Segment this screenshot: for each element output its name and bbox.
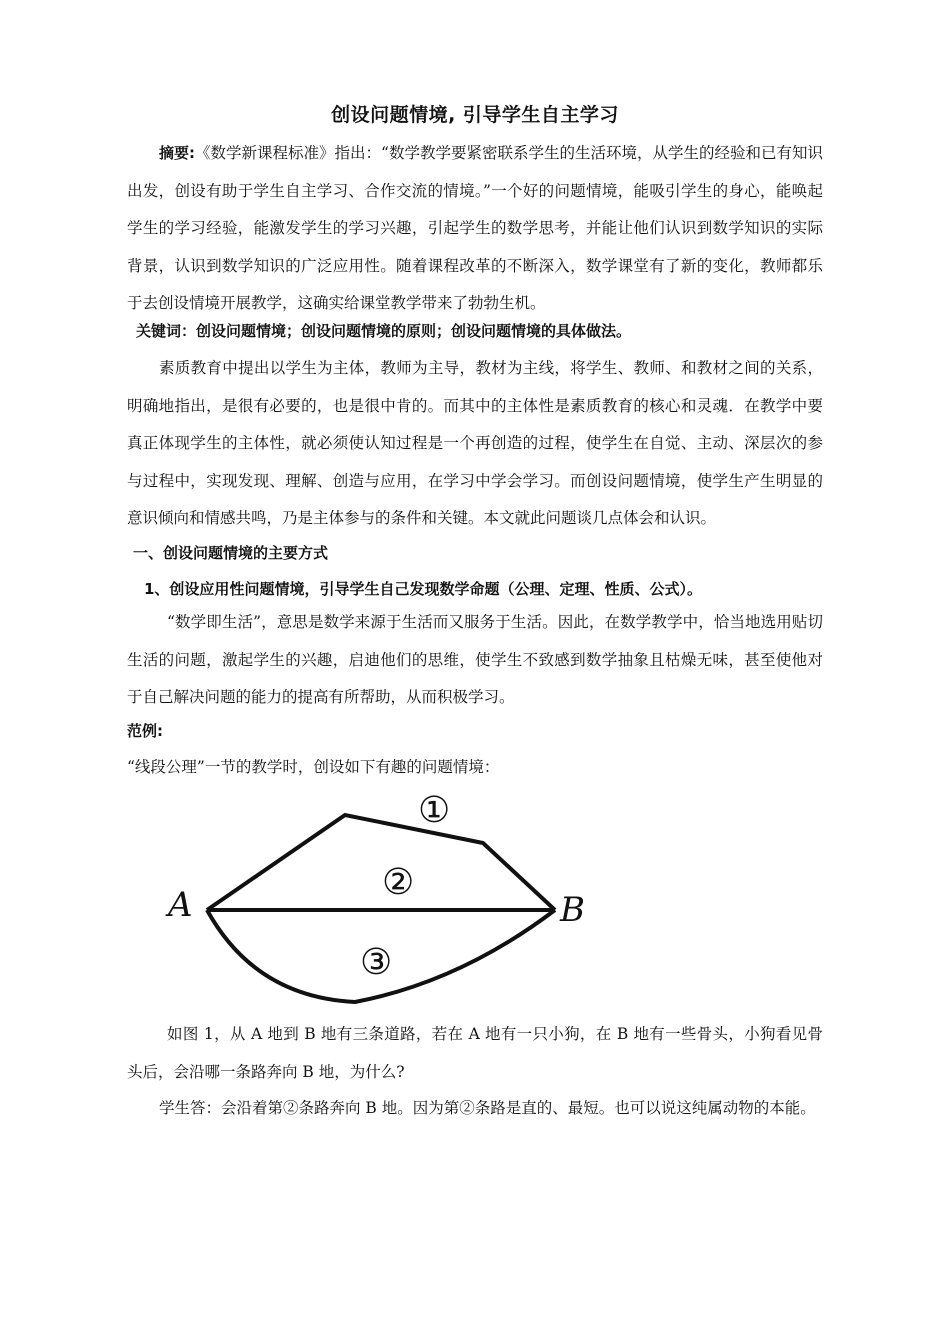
- answer-paragraph: 学生答：会沿着第②条路奔向 B 地。因为第②条路是直的、最短。也可以说这纯属动物的本能。: [159, 1099, 816, 1117]
- document-title: 创设问题情境, 引导学生自主学习: [331, 104, 619, 126]
- road-path-1: [207, 815, 555, 910]
- path1-label: ①: [418, 790, 451, 831]
- path2-label: ②: [382, 862, 415, 903]
- intro-paragraph: 素质教育中提出以学生为主体，教师为主导，教材为主线，将学生、教师、和教材之间的关系，明确地指出，是很有必要的，也是很中肯的。而其中的主体性是素质教育的核心和灵魂．在教学中要真正体现学生的主体性，就必须使认知过程是一个再创造的过程，使学生在自觉、主动、深层次的参与过程中，实现发现、理解、创造与应用，在学习中学会学习。而创设问题情境，使学生产生明显的意识倾向和情感共鸣，乃是主体参与的条件和关键。本文就此问题谈几点体会和认识。: [127, 359, 823, 527]
- section-heading: 一、创设问题情境的主要方式: [133, 544, 329, 562]
- abstract-label: 摘要:: [159, 144, 196, 162]
- abstract-text: 《数学新课程标准》指出：“数学教学要紧密联系学生的生活环境，从学生的经验和已有知识出发，创设有助于学生自主学习、合作交流的情境。”一个好的问题情境，能吸引学生的身心，能唤起学生的学习经验，能激发学生的学习兴趣，引起学生的数学思考，并能让他们认识到数学知识的实际背景，认识到数学知识的广泛应用性。随着课程改革的不断深入，数学课堂有了新的变化，教师都乐于去创设情境开展教学，这确实给课堂教学带来了勃勃生机。: [127, 144, 824, 312]
- point-a-label: A: [168, 885, 193, 925]
- point-b-label: B: [560, 890, 585, 930]
- example-label: 范例:: [127, 722, 163, 740]
- subsection-paragraph: “数学即生活”，意思是数学来源于生活而又服务于生活。因此，在数学教学中，恰当地选用贴切生活的问题，激起学生的兴趣，启迪他们的思维，使学生不致感到数学抽象且枯燥无味，甚至使他对于自己解决问题的能力的提高有所帮助，从而积极学习。: [127, 613, 823, 706]
- keywords-line: 关键词：创设问题情境；创设问题情境的原则；创设问题情境的具体做法。: [136, 322, 632, 340]
- example-intro: “线段公理”一节的教学时，创设如下有趣的问题情境：: [127, 758, 500, 776]
- question-paragraph: 如图 1，从 A 地到 B 地有三条道路，若在 A 地有一只小狗，在 B 地有一些骨头，小狗看见骨头后，会沿哪一条路奔向 B 地，为什么?: [127, 1025, 823, 1081]
- path3-label: ③: [360, 942, 393, 983]
- abstract-paragraph: [127, 135, 823, 323]
- road-diagram: [160, 782, 610, 1008]
- subsection-heading: 1、创设应用性问题情境，引导学生自己发现数学命题（公理、定理、性质、公式）。: [144, 580, 702, 598]
